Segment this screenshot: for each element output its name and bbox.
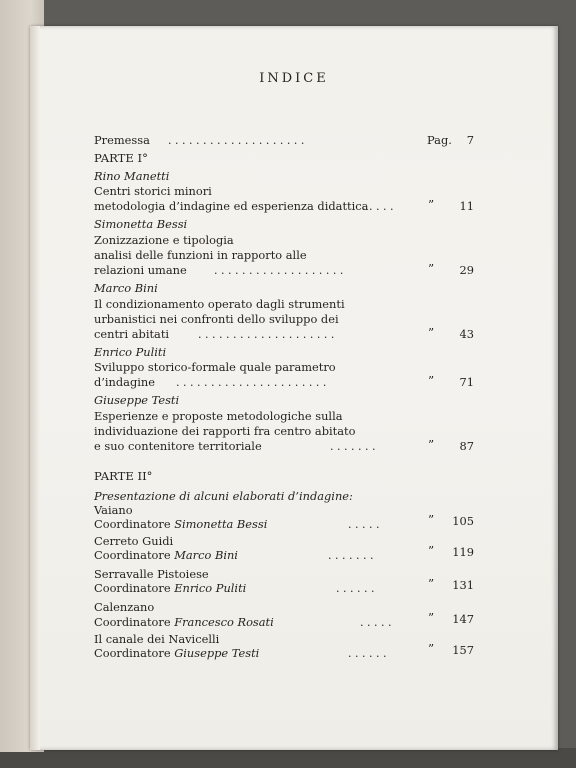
entry-title-line: metodologia d’indagine ed esperienza didattica <box>94 199 369 213</box>
parte-1-heading: PARTE I° <box>94 151 148 165</box>
entry-dots: . . . . . <box>348 518 380 531</box>
entry-coordinator <box>94 518 267 531</box>
entry-coordinator <box>94 582 246 595</box>
entry-title-line: analisi delle funzioni in rapporto alle <box>94 248 307 262</box>
ditto-mark: ” <box>428 198 435 212</box>
entry-coordinator <box>94 616 274 629</box>
entry-title-line: individuazione dei rapporti fra centro abitato <box>94 424 356 438</box>
coordinator-label: Coordinatore <box>94 581 171 595</box>
coordinator-label: Coordinatore <box>94 517 171 531</box>
entry-page-number: 87 <box>459 439 474 453</box>
ditto-mark: ” <box>428 374 435 388</box>
entry-dots: . . . . . . . . . . . . . . . . . . . . . . <box>176 376 327 389</box>
entry-dots: . . . . . . . . . . . . . . . . . . . . <box>198 328 335 341</box>
book-page <box>30 26 558 750</box>
premessa-dots: . . . . . . . . . . . . . . . . . . . . <box>168 134 305 147</box>
entry-title-line: urbanistici nei confronti dello sviluppo dei <box>94 312 339 326</box>
entry-title-line: Il condizionamento operato dagli strumenti <box>94 297 345 311</box>
entry-place: Il canale dei Navicelli <box>94 632 220 646</box>
coordinator-name: Simonetta Bessi <box>174 517 268 531</box>
ditto-mark: ” <box>428 577 435 591</box>
entry-page-number: 71 <box>459 375 474 389</box>
entry-page-number: 43 <box>459 327 474 341</box>
ditto-mark: ” <box>428 438 435 452</box>
entry-author: Giuseppe Testi <box>94 393 180 407</box>
coordinator-label: Coordinatore <box>94 548 171 562</box>
ditto-mark: ” <box>428 326 435 340</box>
entry-page-number: 29 <box>459 263 474 277</box>
entry-page-number: 147 <box>452 612 474 626</box>
ditto-mark: ” <box>428 544 435 558</box>
entry-title-line: centri abitati <box>94 327 170 341</box>
premessa-pag-label: Pag. <box>427 133 452 147</box>
entry-place: Serravalle Pistoiese <box>94 567 209 581</box>
entry-author: Simonetta Bessi <box>94 217 188 231</box>
entry-title-line: e suo contenitore territoriale <box>94 439 262 453</box>
entry-page-number: 119 <box>452 545 474 559</box>
entry-page-number: 105 <box>452 514 474 528</box>
entry-page-number: 131 <box>452 578 474 592</box>
entry-place: Cerreto Guidi <box>94 534 174 548</box>
entry-dots: . . . . . <box>362 200 394 213</box>
parte-2-heading: PARTE II° <box>94 469 153 483</box>
ditto-mark: ” <box>428 642 435 656</box>
entry-title-line: d’indagine <box>94 375 155 389</box>
coordinator-label: Coordinatore <box>94 615 171 629</box>
entry-title-line: Zonizzazione e tipologia <box>94 233 234 247</box>
coordinator-name: Marco Bini <box>174 548 238 562</box>
entry-author: Enrico Puliti <box>94 345 167 359</box>
entry-title-line: Esperienze e proposte metodologiche sulla <box>94 409 343 423</box>
entry-place: Vaiano <box>94 503 133 517</box>
premessa-label: Premessa <box>94 133 150 147</box>
parte-2-intro: Presentazione di alcuni elaborati d’indagine: <box>94 489 353 503</box>
page-title: INDICE <box>259 71 329 86</box>
page-gutter <box>30 26 40 750</box>
entry-page-number: 157 <box>452 643 474 657</box>
ditto-mark: ” <box>428 262 435 276</box>
coordinator-name: Francesco Rosati <box>174 615 274 629</box>
entry-title-line: relazioni umane <box>94 263 187 277</box>
coordinator-label: Coordinatore <box>94 646 171 660</box>
entry-author: Rino Manetti <box>94 169 170 183</box>
entry-dots: . . . . . . <box>336 582 375 595</box>
entry-coordinator <box>94 549 238 562</box>
entry-place: Calenzano <box>94 600 155 614</box>
ditto-mark: ” <box>428 611 435 625</box>
coordinator-name: Enrico Puliti <box>174 581 247 595</box>
ditto-mark: ” <box>428 513 435 527</box>
desk-surface <box>0 748 576 768</box>
coordinator-name: Giuseppe Testi <box>174 646 260 660</box>
entry-dots: . . . . . . . <box>330 440 376 453</box>
entry-page-number: 11 <box>459 199 474 213</box>
entry-title-line: Centri storici minori <box>94 184 212 198</box>
entry-coordinator <box>94 647 259 660</box>
entry-dots: . . . . . . . <box>328 549 374 562</box>
entry-dots: . . . . . <box>360 616 392 629</box>
entry-author: Marco Bini <box>94 281 158 295</box>
entry-title-line: Sviluppo storico-formale quale parametro <box>94 360 336 374</box>
entry-dots: . . . . . . <box>348 647 387 660</box>
premessa-page-number: 7 <box>466 133 474 147</box>
entry-dots: . . . . . . . . . . . . . . . . . . . <box>214 264 344 277</box>
